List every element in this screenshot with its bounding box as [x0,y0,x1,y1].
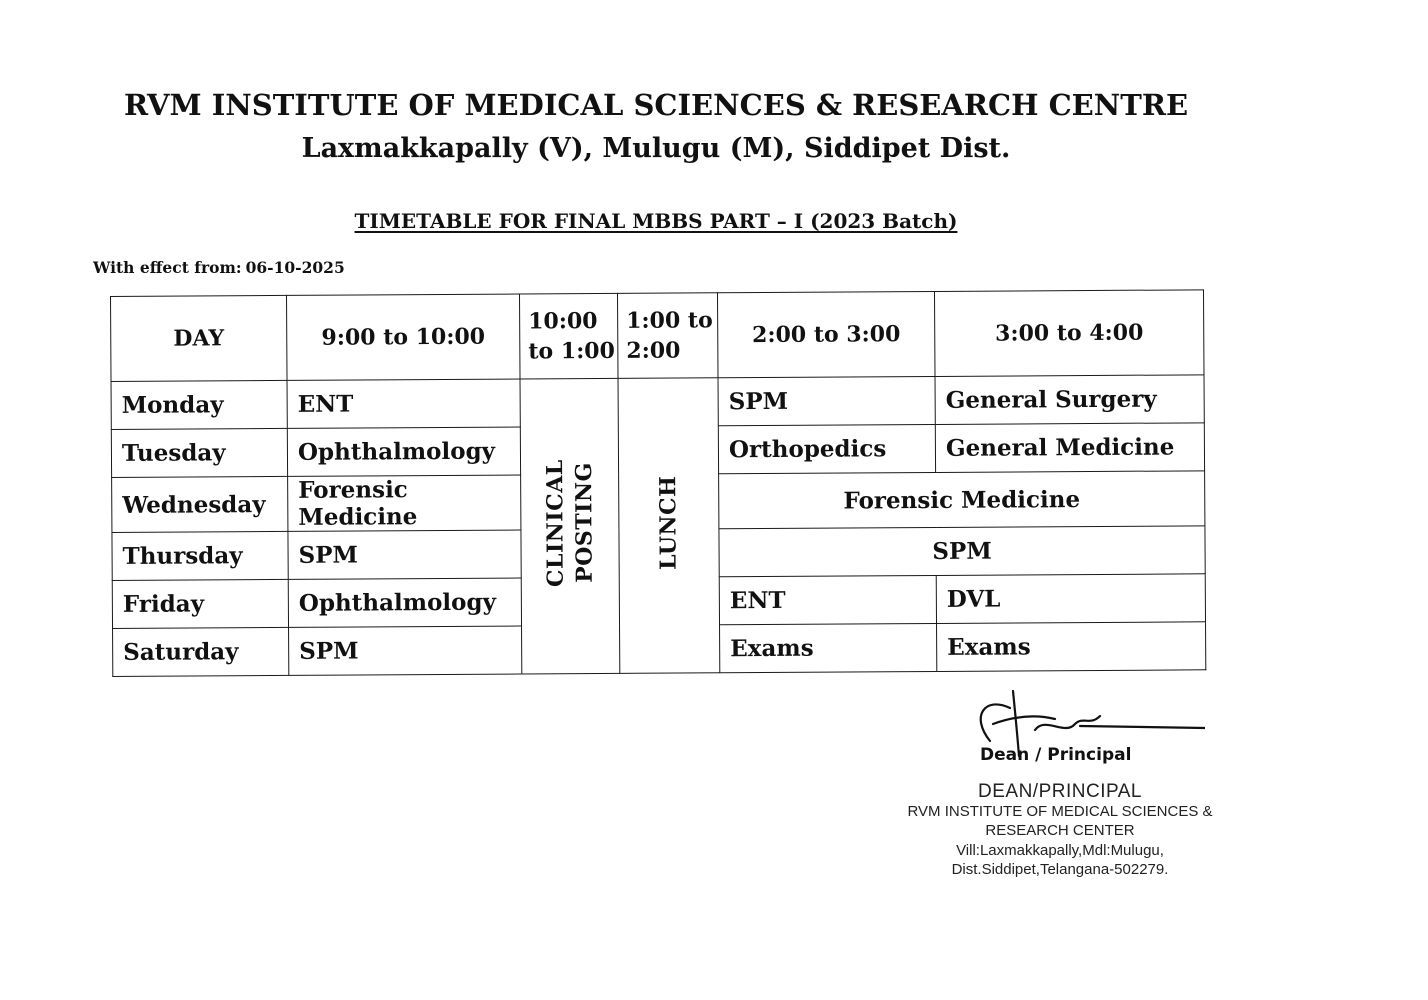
col-header-slot1: 9:00 to 10:00 [286,294,520,380]
subject-cell: SPM [289,626,522,675]
effective-date-label: With effect from: [93,258,242,277]
effective-date-value: 06-10-2025 [245,258,345,277]
day-cell: Monday [111,380,287,429]
timetable [110,289,1206,677]
col-header-slot3: 3:00 to 4:00 [934,290,1204,377]
institution-address: Laxmakkapally (V), Mulugu (M), Siddipet Dist. [301,133,1011,164]
subject-cell: General Surgery [935,375,1204,425]
subject-cell: Ophthalmology [288,578,521,627]
col-header-slot2: 2:00 to 3:00 [717,291,935,377]
subject-cell: ENT [719,575,936,624]
effective-date [93,258,345,277]
subject-cell: Orthopedics [718,424,935,473]
day-cell: Wednesday [112,476,288,532]
subject-cell: Ophthalmology [287,427,520,476]
lunch-cell [618,378,720,674]
table-header-row [111,290,1204,382]
day-cell: Friday [112,579,288,628]
day-cell: Thursday [112,531,288,580]
col-header-lunch: 1:00 to 2:00 [617,293,718,379]
table-row [111,375,1204,430]
official-stamp [900,782,1220,880]
col-header-day: DAY [111,295,288,381]
institution-name: RVM INSTITUTE OF MEDICAL SCIENCES & RESEARCH CENTRE [123,88,1189,122]
stamp-line: RVM INSTITUTE OF MEDICAL SCIENCES & [907,802,1213,820]
subject-cell: ENT [287,379,520,428]
stamp-line: RESEARCH CENTER [985,822,1135,839]
subject-cell-merged: SPM [719,526,1205,577]
stamp-line: Vill:Laxmakkapally,Mdl:Mulugu, [956,841,1164,859]
clinical-posting-cell [520,378,620,674]
day-cell: Tuesday [111,428,287,477]
stamp-line: Dist.Siddipet,Telangana-502279. [951,861,1169,878]
day-cell: Saturday [113,627,289,676]
subject-cell: SPM [288,530,521,579]
subject-cell: Exams [720,623,937,672]
subject-cell: Forensic Medicine [288,475,521,531]
subject-cell-merged: Forensic Medicine [719,471,1205,529]
subject-cell: DVL [936,574,1205,624]
stamp-title: DEAN/PRINCIPAL [978,781,1142,802]
subject-cell: SPM [718,376,935,425]
col-header-clinical: 10:00 to 1:00 [519,293,618,379]
signature-label: Dean / Principal [980,745,1132,765]
subject-cell: General Medicine [935,423,1204,473]
clinical-posting-label: CLINICAL POSTING [541,459,598,588]
lunch-label: LUNCH [655,475,682,570]
subject-cell: Exams [937,622,1206,672]
document-title: TIMETABLE FOR FINAL MBBS PART – I (2023 Batch) [354,209,958,233]
